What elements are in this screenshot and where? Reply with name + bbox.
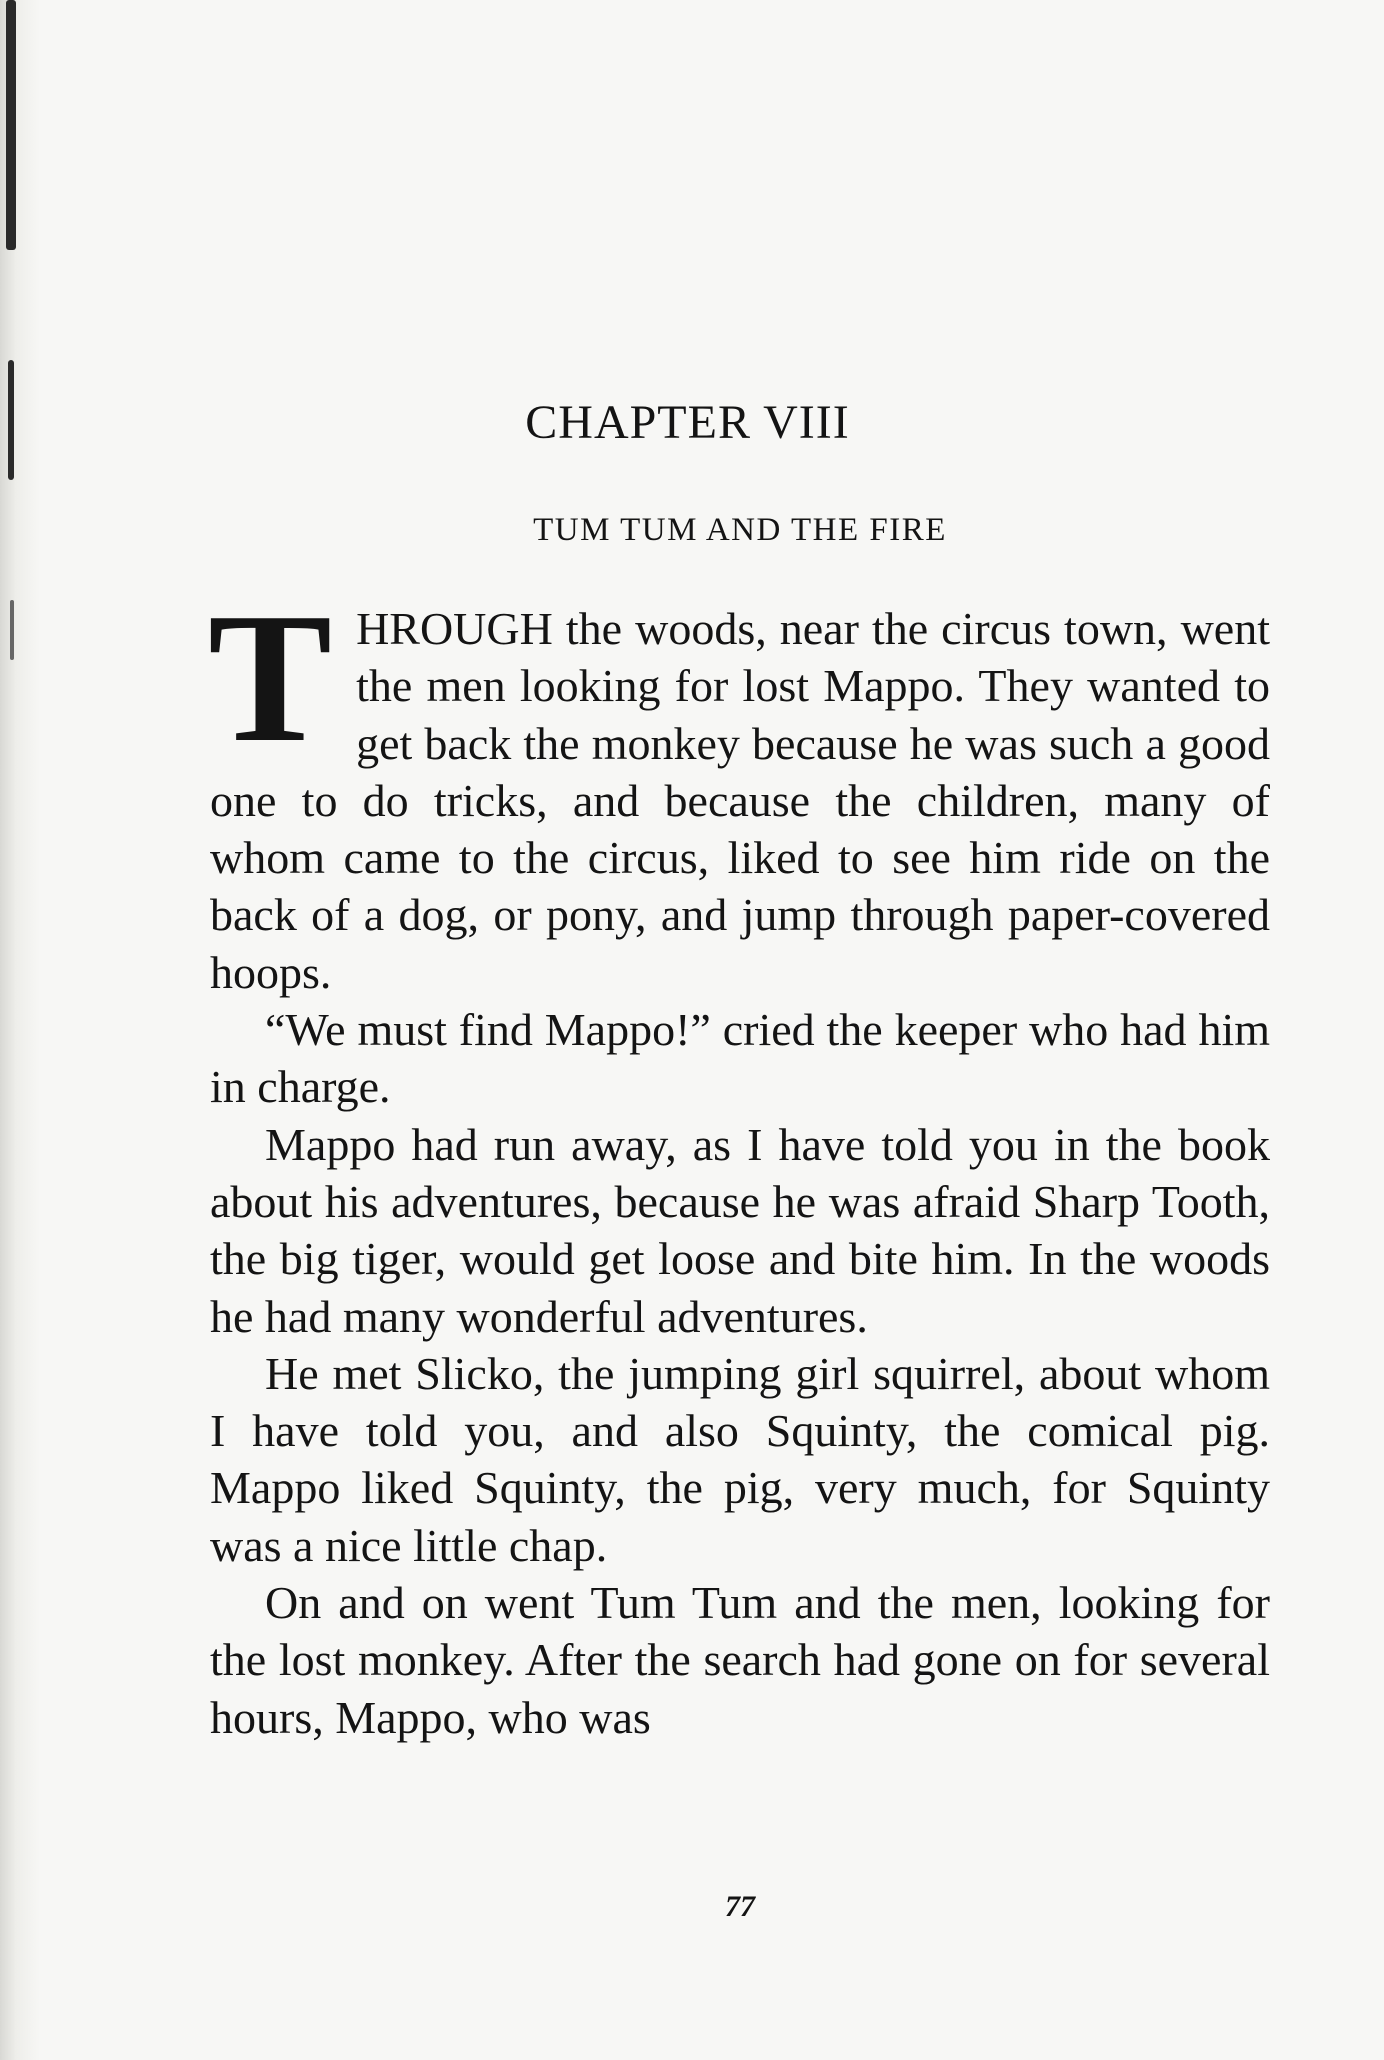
page-number: 77 xyxy=(725,1890,755,1923)
page-binding-edge xyxy=(0,0,48,2060)
drop-cap: T xyxy=(208,575,333,781)
binding-shadow-mark xyxy=(10,600,14,660)
paragraph: “We must find Mappo!” cried the keeper who had him in charge. xyxy=(210,1004,1270,1113)
binding-shadow-mark xyxy=(8,360,14,480)
paragraph xyxy=(208,575,1270,1001)
binding-shadow-mark xyxy=(6,0,16,250)
paragraph: On and on went Tum Tum and the men, looking for the lost monkey. After the search had gone on for several hours, Mappo, who was xyxy=(210,1577,1270,1743)
chapter-subtitle: TUM TUM AND THE FIRE xyxy=(533,512,947,548)
paragraph-text: HROUGH the woods, near the circus town, went the men looking for lost Mappo. They wanted to get back the monkey because he was such a good one to do tricks, and because the children, many of whom came to the circus, liked to see him ride on the back of a dog, or pony, and jump through paper-covered hoops. xyxy=(210,603,1270,998)
paragraph: He met Slicko, the jumping girl squirrel, about whom I have told you, and also Squinty, the comical pig. Mappo liked Squinty, the pig, very much, for Squinty was a nice little chap. xyxy=(210,1347,1270,1571)
body-text xyxy=(208,575,1270,1746)
paragraph: Mappo had run away, as I have told you in the book about his adventures, because he was afraid Sharp Tooth, the big tiger, would get loose and bite him. In the woods he had many wonderful adventures. xyxy=(210,1118,1270,1342)
chapter-title: CHAPTER VIII xyxy=(525,396,850,449)
